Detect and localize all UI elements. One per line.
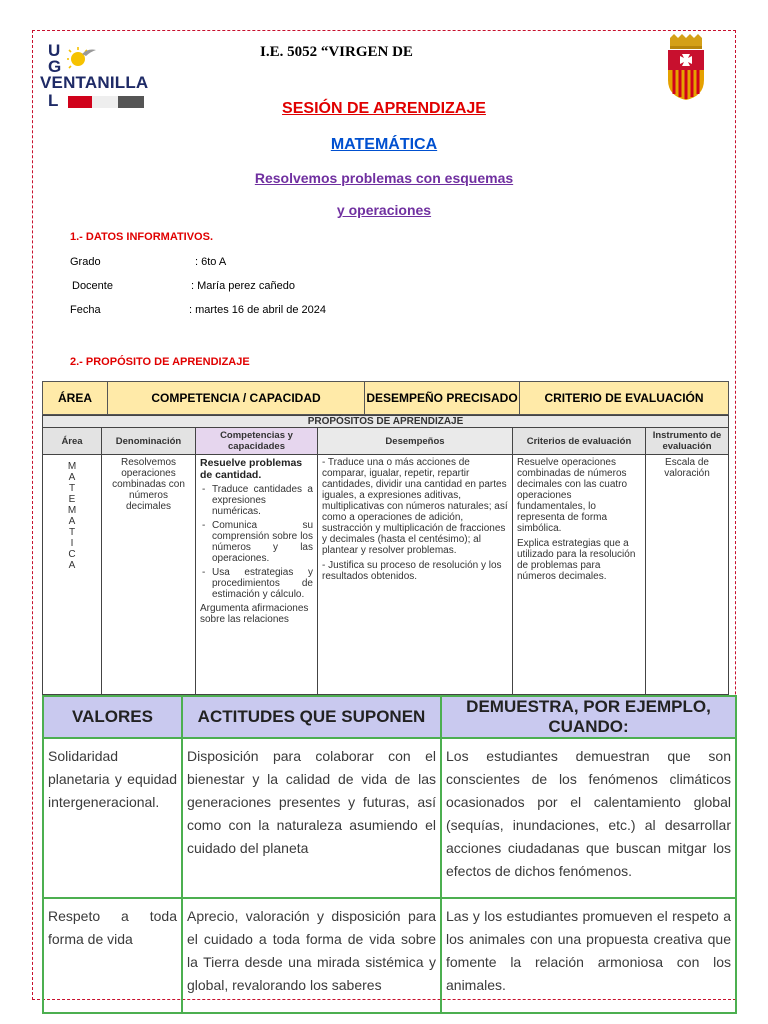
denominacion-cell: Resolvemos operaciones combinadas con números decimales [102,455,196,695]
info-label-grado: Grado [70,256,101,268]
section-datos: 1.- DATOS INFORMATIVOS. [70,231,214,243]
col-competencia: COMPETENCIA / CAPACIDAD [108,382,365,415]
subject-title: MATEMÁTICA [330,136,438,153]
capacidad-item: - Usa estrategias y procedimientos de estimación y cálculo. [212,567,313,600]
capacidad-item: - Comunica su comprensión sobre los números y las operaciones. [212,520,313,564]
actitud-cell: Disposición para colaborar con el bienestar y la calidad de vida de las generaciones presentes y futuras, así como con la naturaleza asumiendo el cuidado del planeta [182,738,441,898]
hdr-desempenos: Desempeños [318,428,513,455]
values-hdr-valores: VALORES [43,696,182,738]
area-letter: A [68,516,76,527]
hdr-criterios: Criterios de evaluación [513,428,646,455]
info-value-docente: : María perez cañedo [191,280,295,292]
values-table [42,695,737,1014]
school-crest-icon [664,34,708,100]
theme-title-line2: y operaciones [336,202,432,218]
valor-cell: Respeto a toda forma de vida [43,898,182,1013]
values-hdr-ejemplo: DEMUESTRA, POR EJEMPLO, CUANDO: [441,696,736,738]
desempeno-cell [318,455,513,695]
capacidad-item: - Traduce cantidades a expresiones numéricas. [212,484,313,517]
col-area: ÁREA [43,382,108,415]
hdr-instrumento: Instrumento de evaluación [646,428,729,455]
criterio-item: Explica estrategias que a utilizado para la resolución de problemas para números decimales. [517,538,636,582]
logo-letter-g: G [48,57,62,76]
criterio-cell [513,455,646,695]
logo-letter-u: U [48,41,61,60]
competencia-extra: Argumenta afirmaciones sobre las relaciones [200,603,309,625]
info-value-grado: : 6to A [195,256,227,268]
purpose-detail-title: PROPÓSITOS DE APRENDIZAJE [43,416,729,428]
competencia-title: Resuelve problemas de cantidad. [200,457,303,481]
area-letter: E [68,494,76,505]
valor-cell: Solidaridad planetaria y equidad intergeneracional. [43,738,182,898]
area-letter: I [70,538,74,549]
values-hdr-actitudes: ACTITUDES QUE SUPONEN [182,696,441,738]
area-vertical [43,455,102,695]
theme-title-line1: Resolvemos problemas con esquemas [254,170,514,186]
col-criterio: CRITERIO DE EVALUACIÓN [520,382,729,415]
info-label-fecha: Fecha [70,304,101,316]
desempeno-item: - Justifica su proceso de resolución y los resultados obtenidos. [322,560,502,582]
area-letter: T [68,527,76,538]
logo-letter-l: L [48,91,59,110]
ejemplo-cell: Las y los estudiantes promueven el respeto a los animales con una propuesta creativa que fomente la relación armoniosa con los animales. [441,898,736,1013]
values-row [43,898,736,1013]
actitud-cell: Aprecio, valoración y disposición para el cuidado a toda forma de vida sobre la Tierra desde una mirada sistémica y global, revalorando los saberes [182,898,441,1013]
competencia-cell [196,455,318,695]
hdr-competencias: Competencias y capacidades [196,428,318,455]
col-desempeno: DESEMPEÑO PRECISADO [365,382,520,415]
area-letter: A [68,472,76,483]
desempeno-item: - Traduce una o más acciones de comparar, igualar, repetir, repartir cantidades, dividir una cantidad en partes iguales, a expresiones aditivas, multiplicativas con números naturales; así como a operaciones de adición, sustracción y multiplicación de fracciones y decimales (hasta el centésimo); al plantear y resolver problemas. [322,457,508,556]
hdr-denominacion: Denominación [102,428,196,455]
session-title: SESIÓN DE APRENDIZAJE [282,100,486,117]
info-value-fecha: : martes 16 de abril de 2024 [189,304,326,316]
logo-name: VENTANILLA [40,73,149,92]
area-letter: C [68,549,76,560]
section-proposito: 2.- PROPÓSITO DE APRENDIZAJE [70,356,250,368]
area-letter: M [67,461,77,472]
ejemplo-cell: Los estudiantes demuestran que son conscientes de los fenómenos climáticos ocasionados por el calentamiento global (sequías, inundaciones, etc.) al desarrollar acciones ciudadanas que buscan mitgar los efectos de dichos fenómenos. [441,738,736,898]
instrumento-cell: Escala de valoración [646,455,729,695]
area-letter: T [68,483,76,494]
info-label-docente: Docente [72,280,113,292]
values-row [43,738,736,898]
area-letter: M [67,505,77,516]
sun-bird-icon [66,44,98,72]
purpose-detail-table [42,415,729,695]
purpose-header-table [42,381,729,415]
area-letter: A [68,560,76,571]
hdr-area: Área [43,428,102,455]
criterio-item: Resuelve operaciones combinadas de números decimales con las cuatro operaciones fundamentales, lo representa de forma simbólica. [517,457,628,534]
school-name: I.E. 5052 “VIRGEN DE [260,44,413,60]
